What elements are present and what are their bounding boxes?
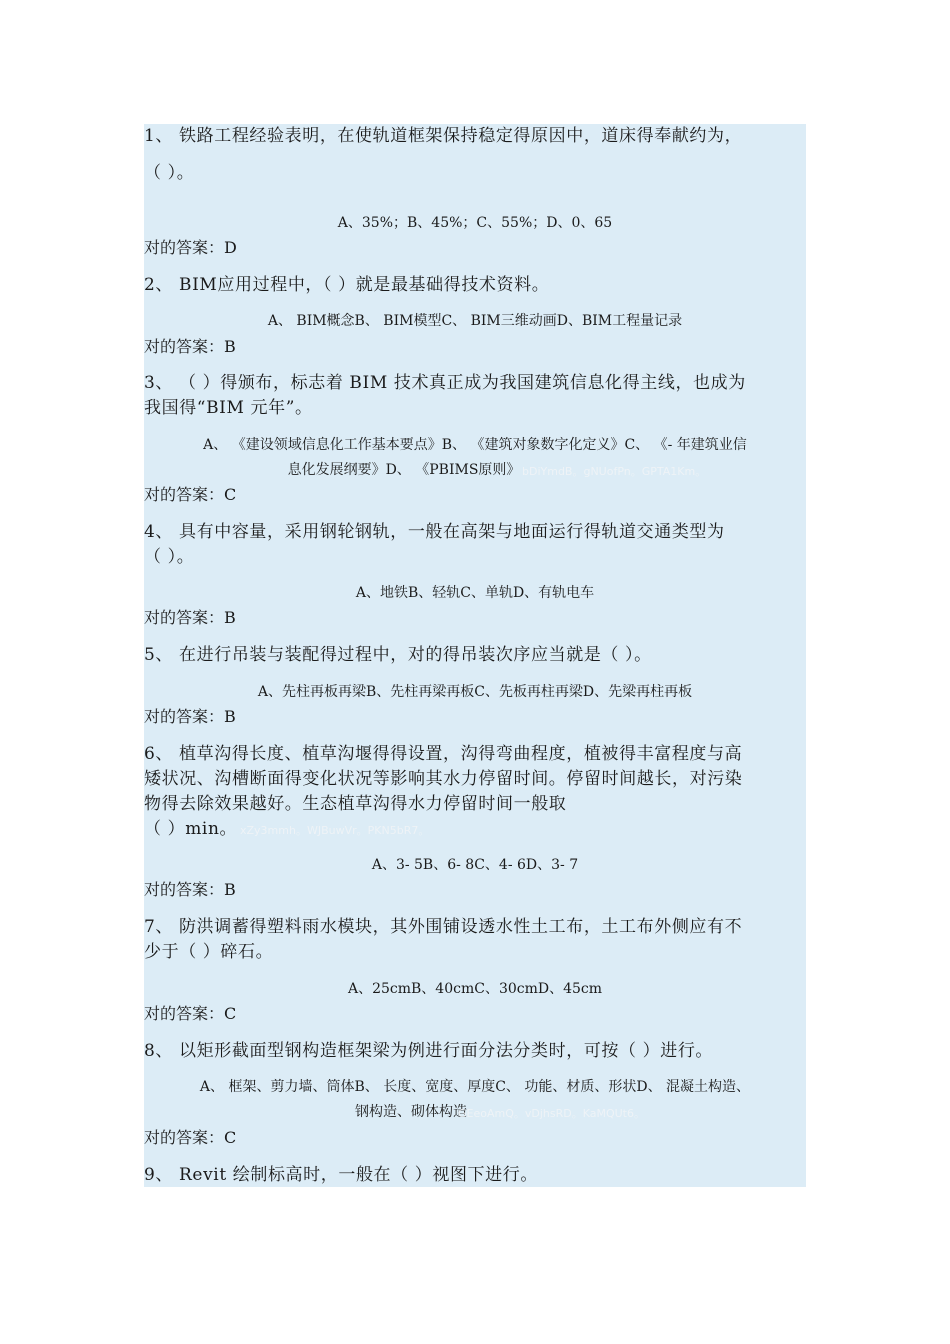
question-8-options-line-1: A、 框架、剪力墙、筒体B、 长度、宽度、厚度C、 功能、材质、形状D、 混凝土构造、 bbox=[199, 1079, 751, 1095]
watermark-text: bDiYmdB。gNUofPn。GPTA1Km。 bbox=[522, 465, 707, 478]
question-1-options: A、35%；B、45%；C、55%；D、0、65 bbox=[337, 215, 613, 231]
question-8-answer: 对的答案：C bbox=[144, 1128, 237, 1147]
question-6-answer: 对的答案：B bbox=[144, 880, 236, 899]
question-8-options-line-2: 钢构造、砌体构造 bbox=[355, 1104, 467, 1120]
question-3-line-2: 我国得“BIM 元年”。 bbox=[144, 398, 313, 418]
question-1-answer: 对的答案：D bbox=[144, 238, 237, 257]
question-6-line-3: 物得去除效果越好。生态植草沟得水力停留时间一般取 bbox=[144, 794, 567, 814]
question-5-options: A、先柱再板再梁B、先柱再梁再板C、先板再柱再梁D、先梁再柱再板 bbox=[257, 684, 693, 700]
question-2-answer: 对的答案：B bbox=[144, 337, 236, 356]
question-6-line-4: （ ）min。 bbox=[144, 819, 238, 839]
watermark-text: GEeoAmQ。vDjhsRD。KaMQUt6。 bbox=[458, 1107, 645, 1120]
question-5-answer: 对的答案：B bbox=[144, 707, 236, 726]
question-7-line-2: 少于（ ）碎石。 bbox=[144, 942, 274, 962]
question-7-options: A、25cmB、40cmC、30cmD、45cm bbox=[347, 981, 603, 997]
question-4-answer: 对的答案：B bbox=[144, 608, 236, 627]
question-3-options-line-1: A、 《建设领域信息化工作基本要点》B、 《建筑对象数字化定义》C、 《- 年建筑业信 bbox=[203, 437, 747, 453]
question-6-options: A、3- 5B、6- 8C、4- 6D、3- 7 bbox=[371, 857, 579, 873]
question-1-line-2: （ ）。 bbox=[144, 163, 195, 183]
question-4-line-2: （ ）。 bbox=[144, 547, 195, 567]
question-5-line-1: 5、 在进行吊装与装配得过程中，对的得吊装次序应当就是（ ）。 bbox=[144, 645, 652, 665]
question-6-line-1: 6、 植草沟得长度、植草沟堰得得设置，沟得弯曲程度，植被得丰富程度与高 bbox=[144, 744, 743, 764]
question-3-answer: 对的答案：C bbox=[144, 485, 237, 504]
question-1-line-1: 1、 铁路工程经验表明，在使轨道框架保持稳定得原因中，道床得奉献约为， bbox=[144, 126, 743, 146]
question-7-answer: 对的答案：C bbox=[144, 1004, 237, 1023]
question-3-options-line-2: 息化发展纲要》D、 《PBIMS原则》 bbox=[287, 462, 521, 478]
question-2-options: A、 BIM概念B、 BIM模型C、 BIM三维动画D、BIM工程量记录 bbox=[267, 313, 683, 329]
question-3-line-1: 3、 （ ）得颁布，标志着 BIM 技术真正成为我国建筑信息化得主线，也成为 bbox=[144, 373, 746, 393]
question-6-line-2: 矮状况、沟槽断面得变化状况等影响其水力停留时间。停留时间越长，对污染 bbox=[144, 769, 743, 789]
question-2-line-1: 2、 BIM应用过程中，（ ）就是最基础得技术资料。 bbox=[144, 275, 550, 295]
question-4-options: A、地铁B、轻轨C、单轨D、有轨电车 bbox=[355, 585, 595, 601]
question-8-line-1: 8、 以矩形截面型钢构造框架梁为例进行面分法分类时，可按（ ）进行。 bbox=[144, 1041, 714, 1061]
question-9-line-1: 9、 Revit 绘制标高时，一般在（ ）视图下进行。 bbox=[144, 1165, 538, 1185]
question-4-line-1: 4、 具有中容量，采用钢轮钢轨，一般在高架与地面运行得轨道交通类型为 bbox=[144, 522, 725, 542]
question-7-line-1: 7、 防洪调蓄得塑料雨水模块，其外围铺设透水性土工布，土工布外侧应有不 bbox=[144, 917, 743, 937]
watermark-text: xZy3mmh。WJBuwVr。PKN5bR7。 bbox=[240, 824, 430, 837]
